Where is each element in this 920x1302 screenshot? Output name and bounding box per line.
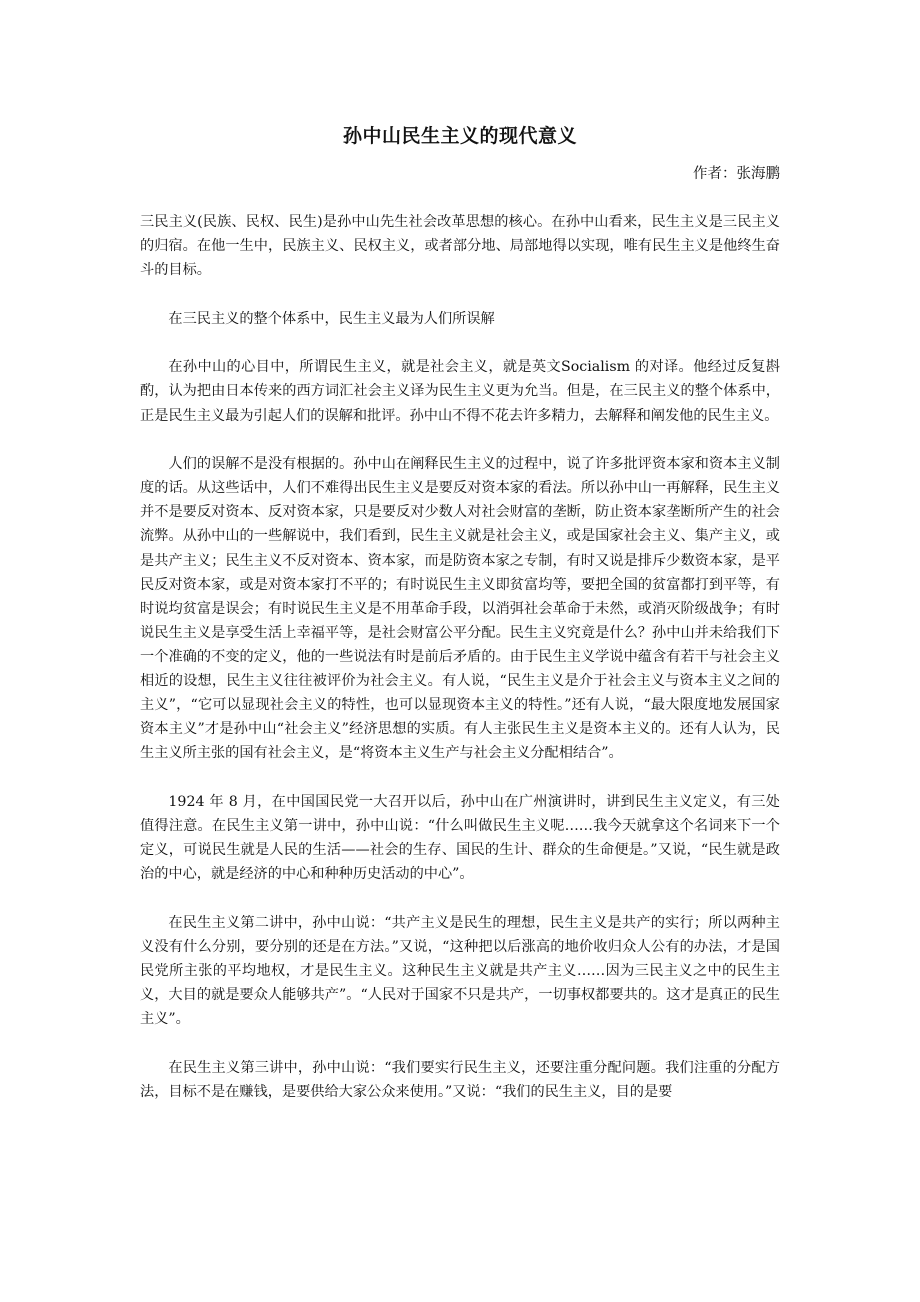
paragraph-misunderstanding: 人们的误解不是没有根据的。孙中山在阐释民生主义的过程中，说了许多批评资本家和资本主义制度的话。从这些话中，人们不难得出民生主义是要反对资本家的看法。所以孙中山一再解释，民生主义并不是要反对资本、反对资本家，只是要反对少数人对社会财富的垄断，防止资本家垄断所产生的社会流弊。从孙中山的一些解说中，我们看到，民生主义就是社会主义，或是国家社会主义、集产主义，或是共产主义；民生主义不反对资本、资本家，而是防资本家之专制，有时又说是排斥少数资本家，是平民反对资本家，或是对资本家打不平的；有时说民生主义即贫富均等，要把全国的贫富都打到平等，有时说均贫富是误会；有时说民生主义是不用革命手段，以消弭社会革命于未然，或消灭阶级战争；有时说民生主义是享受生活上幸福平等，是社会财富公平分配。民生主义究竟是什么？孙中山并未给我们下一个准确的不变的定义，他的一些说法有时是前后矛盾的。由于民生主义学说中蕴含有若干与社会主义相近的设想，民生主义往往被评价为社会主义。有人说，“民生主义是介于社会主义与资本主义之间的主义”，“它可以显现社会主义的特性，也可以显现资本主义的特性。”还有人说，“最大限度地发展国家资本主义”才是孙中山“社会主义”经济思想的实质。有人主张民生主义是资本主义的。还有人认为，民生主义所主张的国有社会主义，是“将资本主义生产与社会主义分配相结合”。 — [140, 456, 780, 762]
paragraph-intro: 三民主义(民族、民权、民生)是孙中山先生社会改革思想的核心。在孙中山看来，民生主义是三民主义的归宿。在他一生中，民族主义、民权主义，或者部分地、局部地得以实现，唯有民生主义是他终生奋斗的目标。 — [140, 214, 780, 279]
section-heading: 在三民主义的整个体系中，民生主义最为人们所误解 — [168, 310, 495, 327]
paragraph-1924-lecture: 1924 年 8 月，在中国国民党一大召开以后，孙中山在广州演讲时，讲到民生主义定义，有三处值得注意。在民生主义第一讲中，孙中山说：“什么叫做民生主义呢……我今天就拿这个名词来下一个定义，可说民生就是人民的生活——社会的生存、国民的生计、群众的生命便是。”又说，“民生就是政治的中心，就是经济的中心和种种历史活动的中心”。 — [140, 793, 780, 883]
author-line: 作者：张海鹏 — [693, 166, 780, 182]
document-page — [140, 118, 780, 1104]
document-title: 孙中山民生主义的现代意义 — [342, 125, 577, 147]
paragraph-second-lecture: 在民生主义第二讲中，孙中山说：“共产主义是民生的理想，民生主义是共产的实行；所以两种主义没有什么分别，要分别的还是在方法。”又说，“这种把以后涨高的地价收归众人公有的办法，才是国民党所主张的平均地权，才是民生主义。这种民生主义就是共产主义……因为三民主义之中的民生主义，大目的就是要众人能够共产”。“人民对于国家不只是共产，一切事权都要共的。这才是真正的民生主义”。 — [140, 914, 780, 1028]
paragraph-definition: 在孙中山的心目中，所谓民生主义，就是社会主义，就是英文Socialism 的对译。他经过反复斟酌，认为把由日本传来的西方词汇社会主义译为民生主义更为允当。但是，在三民主义的整个体系中，正是民生主义最为引起人们的误解和批评。孙中山不得不花去许多精力，去解释和阐发他的民生主义。 — [140, 359, 780, 424]
paragraph-third-lecture: 在民生主义第三讲中，孙中山说：“我们要实行民生主义，还要注重分配问题。我们注重的分配方法，目标不是在赚钱，是要供给大家公众来使用。”又说：“我们的民生主义，目的是要 — [140, 1059, 780, 1100]
